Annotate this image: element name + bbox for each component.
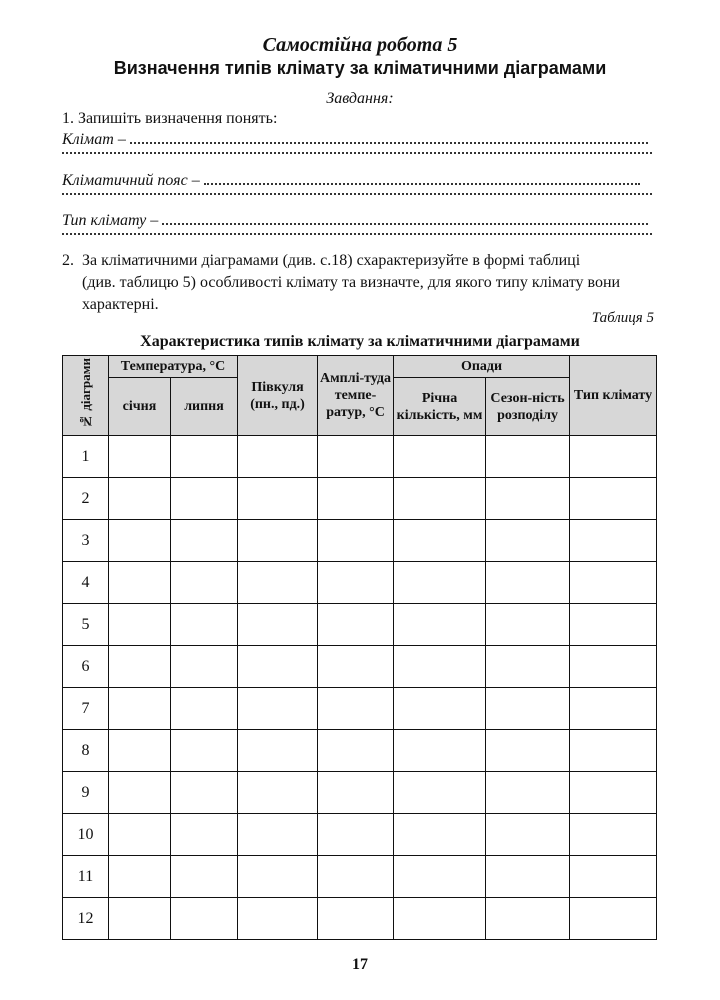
table-caption: Таблиця 5	[591, 310, 654, 326]
blank-cell[interactable]	[394, 814, 486, 856]
table-row	[63, 478, 657, 520]
row-number: 2	[63, 478, 109, 520]
table-row	[63, 814, 657, 856]
blank-cell[interactable]	[171, 688, 238, 730]
blank-cell[interactable]	[394, 604, 486, 646]
task2-text-line2: (див. таблицю 5) особливості клімату та визначте, для якого типу клімату вони	[82, 274, 621, 291]
blank-cell[interactable]	[486, 772, 570, 814]
blank-cell[interactable]	[486, 730, 570, 772]
row-number: 6	[63, 646, 109, 688]
blank-cell[interactable]	[318, 856, 394, 898]
header-july: липня	[171, 378, 238, 436]
header-january: січня	[109, 378, 171, 436]
blank-cell[interactable]	[109, 604, 171, 646]
blank-cell[interactable]	[109, 478, 171, 520]
blank-cell[interactable]	[486, 604, 570, 646]
term-line-climate-type	[62, 211, 654, 230]
blank-cell[interactable]	[486, 520, 570, 562]
blank-cell[interactable]	[394, 856, 486, 898]
blank-cell[interactable]	[171, 436, 238, 478]
blank-cell[interactable]	[238, 646, 318, 688]
blank-cell[interactable]	[570, 604, 657, 646]
header-climate-type: Тип клімату	[570, 356, 657, 436]
blank-cell[interactable]	[109, 562, 171, 604]
term-line-climate	[62, 130, 654, 149]
blank-cell[interactable]	[171, 604, 238, 646]
blank-cell[interactable]	[394, 478, 486, 520]
row-number: 9	[63, 772, 109, 814]
blank-cell[interactable]	[318, 520, 394, 562]
blank-cell[interactable]	[394, 898, 486, 940]
blank-cell[interactable]	[570, 898, 657, 940]
blank-cell[interactable]	[238, 688, 318, 730]
table-row	[63, 898, 657, 940]
blank-cell[interactable]	[238, 436, 318, 478]
answer-dots	[62, 193, 652, 195]
task1-prompt: 1. Запишіть визначення понять:	[62, 110, 278, 127]
table-row	[63, 646, 657, 688]
header-precipitation: Опади	[394, 356, 570, 378]
blank-cell[interactable]	[570, 436, 657, 478]
blank-cell[interactable]	[486, 436, 570, 478]
row-number: 1	[63, 436, 109, 478]
blank-cell[interactable]	[394, 730, 486, 772]
header-annual-amount: Річна кількість, мм	[394, 378, 486, 436]
blank-cell[interactable]	[486, 814, 570, 856]
blank-cell[interactable]	[238, 604, 318, 646]
blank-cell[interactable]	[394, 772, 486, 814]
blank-cell[interactable]	[570, 730, 657, 772]
term-climate-belt: Кліматичний пояс –	[62, 172, 200, 189]
answer-dots	[62, 152, 652, 154]
blank-cell[interactable]	[109, 856, 171, 898]
blank-cell[interactable]	[318, 898, 394, 940]
blank-cell[interactable]	[109, 646, 171, 688]
term-climate-type: Тип клімату –	[62, 212, 159, 229]
blank-cell[interactable]	[486, 898, 570, 940]
blank-cell[interactable]	[570, 814, 657, 856]
answer-dots	[162, 211, 648, 225]
blank-cell[interactable]	[238, 772, 318, 814]
blank-cell[interactable]	[171, 856, 238, 898]
task2-number: 2.	[62, 252, 74, 269]
blank-cell[interactable]	[570, 646, 657, 688]
header-diagram-number: № діаграми	[63, 356, 109, 436]
blank-cell[interactable]	[171, 562, 238, 604]
blank-cell[interactable]	[486, 562, 570, 604]
blank-cell[interactable]	[486, 688, 570, 730]
row-number: 3	[63, 520, 109, 562]
table-row	[63, 688, 657, 730]
work-title: Самостійна робота 5	[262, 34, 458, 56]
row-number: 11	[63, 856, 109, 898]
blank-cell[interactable]	[109, 436, 171, 478]
blank-cell[interactable]	[238, 730, 318, 772]
table-row	[63, 856, 657, 898]
term-climate: Клімат –	[62, 131, 126, 148]
blank-cell[interactable]	[394, 688, 486, 730]
blank-cell[interactable]	[394, 562, 486, 604]
table-row	[63, 772, 657, 814]
answer-dots	[130, 130, 648, 144]
blank-cell[interactable]	[318, 478, 394, 520]
blank-cell[interactable]	[394, 436, 486, 478]
blank-cell[interactable]	[318, 772, 394, 814]
row-number: 8	[63, 730, 109, 772]
blank-cell[interactable]	[109, 814, 171, 856]
term-line-climate-belt	[62, 171, 654, 190]
tasks-label: Завдання:	[326, 90, 394, 107]
blank-cell[interactable]	[238, 898, 318, 940]
blank-cell[interactable]	[171, 646, 238, 688]
blank-cell[interactable]	[238, 814, 318, 856]
task2-text-line1: За кліматичними діаграмами (див. с.18) схарактеризуйте в формі таблиці	[82, 252, 581, 269]
blank-cell[interactable]	[318, 646, 394, 688]
header-temperature: Температура, °С	[109, 356, 238, 378]
blank-cell[interactable]	[570, 562, 657, 604]
blank-cell[interactable]	[171, 898, 238, 940]
climate-table	[62, 355, 657, 940]
blank-cell[interactable]	[238, 520, 318, 562]
blank-cell[interactable]	[318, 604, 394, 646]
row-number: 10	[63, 814, 109, 856]
blank-cell[interactable]	[109, 772, 171, 814]
answer-dots	[62, 233, 652, 235]
blank-cell[interactable]	[238, 856, 318, 898]
blank-cell[interactable]	[486, 478, 570, 520]
blank-cell[interactable]	[109, 898, 171, 940]
page-number: 17	[352, 956, 368, 973]
table-title: Характеристика типів клімату за кліматичними діаграмами	[140, 333, 580, 350]
blank-cell[interactable]	[394, 520, 486, 562]
blank-cell[interactable]	[570, 688, 657, 730]
blank-cell[interactable]	[486, 646, 570, 688]
blank-cell[interactable]	[318, 730, 394, 772]
header-hemisphere: Півкуля (пн., пд.)	[238, 356, 318, 436]
task2-text-line3: характерні.	[82, 296, 159, 313]
blank-cell[interactable]	[171, 520, 238, 562]
blank-cell[interactable]	[570, 856, 657, 898]
blank-cell[interactable]	[171, 478, 238, 520]
blank-cell[interactable]	[394, 646, 486, 688]
blank-cell[interactable]	[318, 814, 394, 856]
table-row	[63, 604, 657, 646]
row-number: 12	[63, 898, 109, 940]
blank-cell[interactable]	[570, 520, 657, 562]
table-row	[63, 562, 657, 604]
blank-cell[interactable]	[109, 688, 171, 730]
blank-cell[interactable]	[570, 772, 657, 814]
blank-cell[interactable]	[171, 814, 238, 856]
row-number: 7	[63, 688, 109, 730]
blank-cell[interactable]	[486, 856, 570, 898]
header-seasonality: Сезон-ність розподілу	[486, 378, 570, 436]
blank-cell[interactable]	[109, 730, 171, 772]
blank-cell[interactable]	[318, 562, 394, 604]
table-row	[63, 436, 657, 478]
table-row	[63, 520, 657, 562]
row-number: 4	[63, 562, 109, 604]
blank-cell[interactable]	[318, 688, 394, 730]
row-number: 5	[63, 604, 109, 646]
task2	[62, 250, 654, 316]
blank-cell[interactable]	[318, 436, 394, 478]
blank-cell[interactable]	[109, 520, 171, 562]
table-row	[63, 730, 657, 772]
answer-dots	[204, 171, 640, 185]
blank-cell[interactable]	[171, 730, 238, 772]
header-amplitude: Амплі-туда темпе-ратур, °С	[318, 356, 394, 436]
work-subtitle: Визначення типів клімату за кліматичними діаграмами	[113, 58, 607, 78]
blank-cell[interactable]	[238, 478, 318, 520]
blank-cell[interactable]	[238, 562, 318, 604]
blank-cell[interactable]	[171, 772, 238, 814]
blank-cell[interactable]	[570, 478, 657, 520]
